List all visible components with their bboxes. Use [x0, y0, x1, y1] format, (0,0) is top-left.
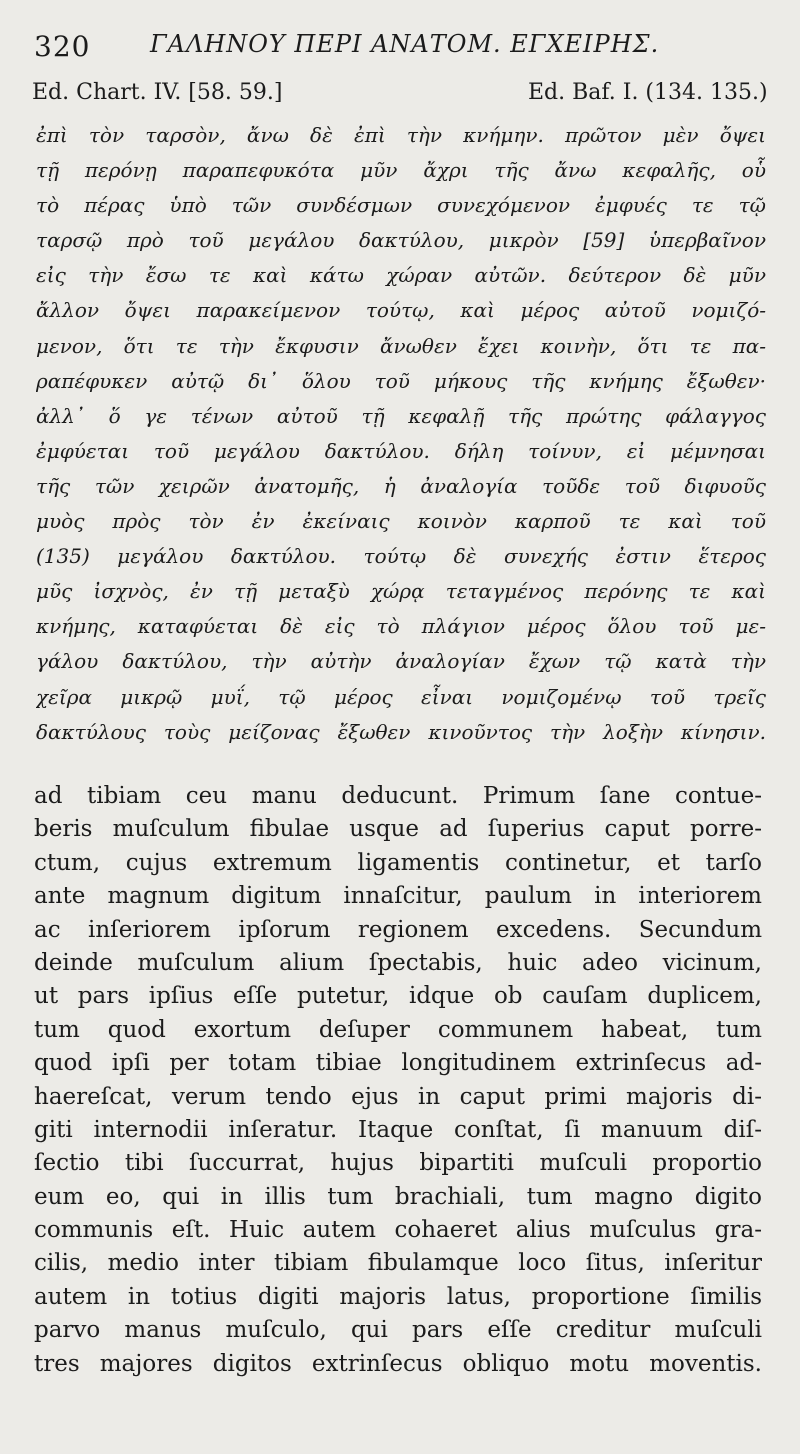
latin-text-line: communis eſt. Huic autem cohaeret alius muſculus gra-: [34, 1217, 762, 1244]
greek-text-line: τῆς τῶν χειρῶν ἀνατομῆς, ἡ ἀναλογία τοῦδε τοῦ διφυοῦς: [36, 473, 766, 498]
latin-text-line: ſectio tibi ſuccurrat, hujus bipartiti muſculi proportio: [34, 1150, 762, 1177]
latin-text-line: ac inſeriorem ipſorum regionem excedens. Secundum: [34, 916, 762, 943]
edition-reference-left: Ed. Chart. IV. [58. 59.]: [32, 80, 283, 105]
greek-text-line: ἐπὶ τὸν ταρσὸν, ἄνω δὲ ἐπὶ τὴν κνήμην. πρῶτον μὲν ὄψει: [36, 123, 766, 147]
greek-text-line: μυὸς πρὸς τὸν ἐν ἐκείναις κοινὸν καρποῦ τε καὶ τοῦ: [36, 509, 766, 534]
page-header: [0, 0, 800, 120]
latin-text-line: giti internodii inſeratur. Itaque conſtat, ſi manuum diſ-: [34, 1116, 762, 1143]
latin-text-line: ad tibiam ceu manu deducunt. Primum ſane contue-: [34, 783, 762, 809]
latin-text-line: deinde muſculum alium ſpectabis, huic adeo vicinum,: [34, 949, 762, 976]
latin-text-line: parvo manus muſculo, qui pars eſſe creditur muſculi: [34, 1317, 762, 1344]
greek-text-line: μενον, ὅτι τε τὴν ἔκφυσιν ἄνωθεν ἔχει κοινὴν, ὅτι τε πα-: [36, 333, 766, 358]
latin-text-line: cilis, medio inter tibiam fibulamque loco ſitus, inſeritur: [34, 1250, 762, 1277]
greek-text-line: ταρσῷ πρὸ τοῦ μεγάλου δακτύλου, μικρὸν [59] ὑπερβαῖνον: [36, 228, 766, 253]
greek-text-line: τὸ πέρας ὑπὸ τῶν συνδέσμων συνεχόμενον ἐμφυές τε τῷ: [36, 193, 766, 218]
latin-text-line: eum eo, qui in illis tum brachiali, tum magno digito: [34, 1183, 762, 1210]
greek-text-line: κνήμης, καταφύεται δὲ εἰς τὸ πλάγιον μέρος ὅλου τοῦ με-: [36, 614, 766, 639]
greek-text-line: τῇ περόνῃ παραπεφυκότα μῦν ἄχρι τῆς ἄνω κεφαλῆς, οὗ: [36, 158, 766, 183]
greek-text-line: χεῖρα μικρῷ μυΐ, τῷ μέρος εἶναι νομιζομένῳ τοῦ τρεῖς: [36, 684, 766, 709]
latin-text-line: tum quod exortum deſuper communem habeat, tum: [34, 1016, 762, 1043]
latin-text-line: haereſcat, verum tendo ejus in caput primi majoris di-: [34, 1083, 762, 1110]
latin-text-line: ante magnum digitum innaſcitur, paulum in interiorem: [34, 883, 762, 910]
latin-text-line: ctum, cujus extremum ligamentis continetur, et tarſo: [34, 849, 762, 876]
greek-text-block: [36, 118, 766, 750]
latin-text-line: tres majores digitos extrinſecus obliquo motu moventis.: [34, 1350, 762, 1377]
latin-text-line: quod ipſi per totam tibiae longitudinem extrinſecus ad-: [34, 1050, 762, 1077]
greek-text-line: ἀλλ᾽ ὅ γε τένων αὐτοῦ τῇ κεφαλῇ τῆς πρώτης φάλαγγος: [36, 403, 766, 428]
greek-text-line: ραπέφυκεν αὐτῷ δι᾽ ὅλου τοῦ μήκους τῆς κνήμης ἔξωθεν·: [36, 368, 766, 393]
edition-reference-right: Ed. Baf. I. (134. 135.): [528, 80, 768, 105]
greek-text-line: δακτύλους τοὺς μείζονας ἔξωθεν κινοῦντος τὴν λοξὴν κίνησιν.: [36, 719, 766, 744]
page-number: 320: [34, 30, 91, 63]
greek-text-line: ἐμφύεται τοῦ μεγάλου δακτύλου. δήλη τοίνυν, εἰ μέμνησαι: [36, 438, 766, 463]
latin-text-block: [34, 780, 762, 1381]
greek-text-line: ἄλλον ὄψει παρακείμενον τούτῳ, καὶ μέρος αὐτοῦ νομιζό-: [36, 298, 766, 323]
greek-text-line: (135) μεγάλου δακτύλου. τούτῳ δὲ συνεχής ἐστιν ἕτερος: [36, 544, 766, 569]
running-title: ΓΑΛΗΝΟΥ ΠΕΡΙ ΑΝΑΤΟΜ. ΕΓΧΕΙΡΗΣ.: [150, 30, 660, 58]
latin-text-line: autem in totius digiti majoris latus, proportione ſimilis: [34, 1283, 762, 1310]
greek-text-line: μῦς ἰσχνὸς, ἐν τῇ μεταξὺ χώρᾳ τεταγμένος περόνης τε καὶ: [36, 579, 766, 604]
latin-text-line: beris muſculum fibulae usque ad ſuperius caput porre-: [34, 816, 762, 843]
latin-text-line: ut pars ipſius eſſe putetur, idque ob cauſam duplicem,: [34, 983, 762, 1010]
greek-text-line: γάλου δακτύλου, τὴν αὐτὴν ἀναλογίαν ἔχων τῷ κατὰ τὴν: [36, 649, 766, 674]
greek-text-line: εἰς τὴν ἔσω τε καὶ κάτω χώραν αὐτῶν. δεύτερον δὲ μῦν: [36, 263, 766, 288]
